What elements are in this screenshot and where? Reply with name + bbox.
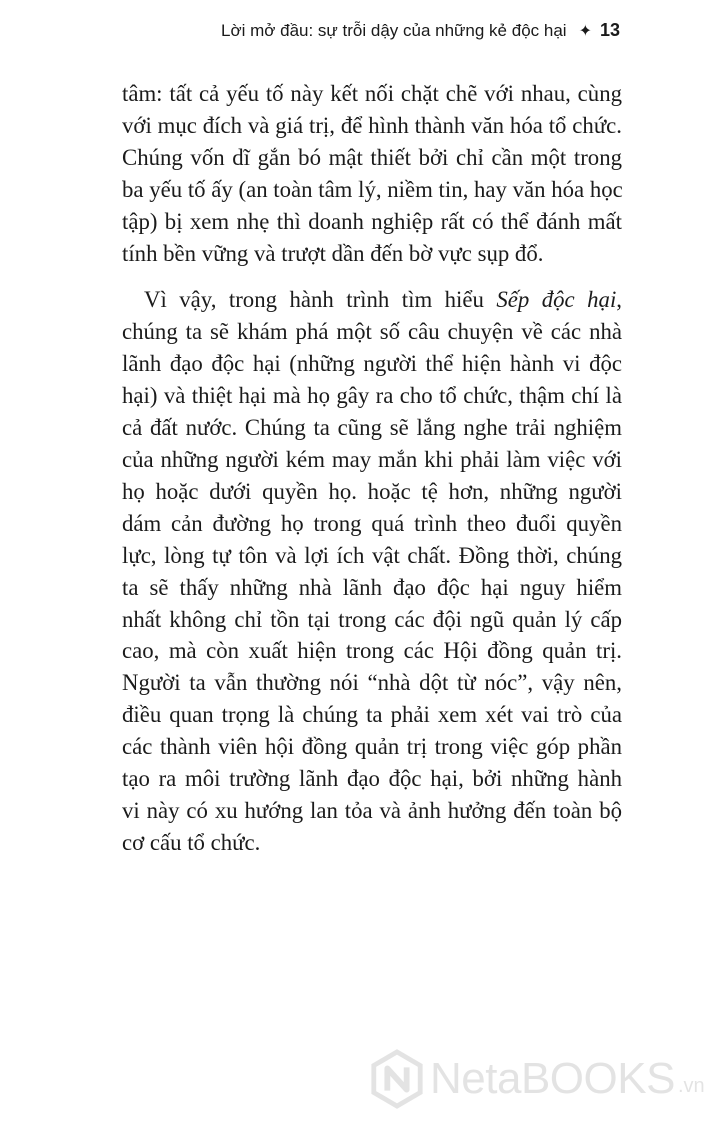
text-line: lãnh đạo độc hại (những người thể hiện hành vi độc [122,351,622,377]
watermark-tld: .vn [677,1075,705,1097]
body-text [122,78,622,859]
text-line: tập) bị xem nhẹ thì doanh nghiệp rất có thể đánh mất [122,208,622,234]
text-line: hại) và thiệt hại mà họ gây ra cho tổ chức, thậm chí là [122,383,622,409]
text-line: dám cản đường họ trong quá trình theo đuổi quyền [122,510,622,536]
text-line: Chúng vốn dĩ gắn bó mật thiết bởi chỉ cần một trong [122,144,622,170]
text-line: tính bền vững và trượt dần đến bờ vực sụp đổ. [122,240,544,266]
text-line: nhất không chỉ tồn tại trong các đội ngũ quản lý cấp [122,606,622,632]
book-title-italic: Sếp độc hại [496,287,617,313]
text-line: Người ta vẫn thường nói “nhà dột từ nóc”, vậy nên, [122,670,622,696]
text-line: ta sẽ thấy những nhà lãnh đạo độc hại nguy hiểm [122,574,622,600]
text-line: họ hoặc dưới quyền họ. hoặc tệ hơn, những người [122,478,622,504]
text-line: cả đất nước. Chúng ta cũng sẽ lắng nghe trải nghiệm [122,415,622,441]
paragraph-1 [122,78,622,269]
text-line: cao, mà còn xuất hiện trong các Hội đồng quản trị. [122,638,622,664]
text-line: các thành viên hội đồng quản trị trong việc góp phần [122,734,622,760]
page-number: 13 [599,20,620,40]
paragraph-2 [122,284,622,858]
text-line: tạo ra môi trường lãnh đạo độc hại, bởi những hành [122,766,622,792]
text-segment: Vì vậy, trong hành trình tìm hiểu [144,287,497,313]
separator-star-icon: ✦ [578,22,592,40]
text-line: tâm: tất cả yếu tố này kết nối chặt chẽ với nhau, cùng [122,81,622,106]
text-line: cơ cấu tổ chức. [122,829,261,855]
netabooks-logo-icon [368,1050,426,1108]
text-line: điều quan trọng là chúng ta phải xem xét vai trò của [122,702,622,728]
text-line: lực, lòng tự tôn và lợi ích vật chất. Đồng thời, chúng [122,542,622,568]
text-line: của những người kém may mắn khi phải làm việc với [122,446,622,472]
running-title: Lời mở đầu: sự trỗi dậy của những kẻ độc hại [220,20,567,40]
text-line: chúng ta sẽ khám phá một số câu chuyện về các nhà [122,319,622,345]
text-segment: , [616,287,622,313]
netabooks-watermark [368,1050,705,1108]
running-header [221,20,620,41]
text-line: vi này có xu hướng lan tỏa và ảnh hưởng đến toàn bộ [122,797,622,823]
watermark-brand: NetaBOOKS [430,1054,675,1103]
text-line [122,284,622,316]
text-line: với mục đích và giá trị, để hình thành văn hóa tổ chức. [122,112,622,138]
text-line: ba yếu tố ấy (an toàn tâm lý, niềm tin, hay văn hóa học [122,176,623,202]
